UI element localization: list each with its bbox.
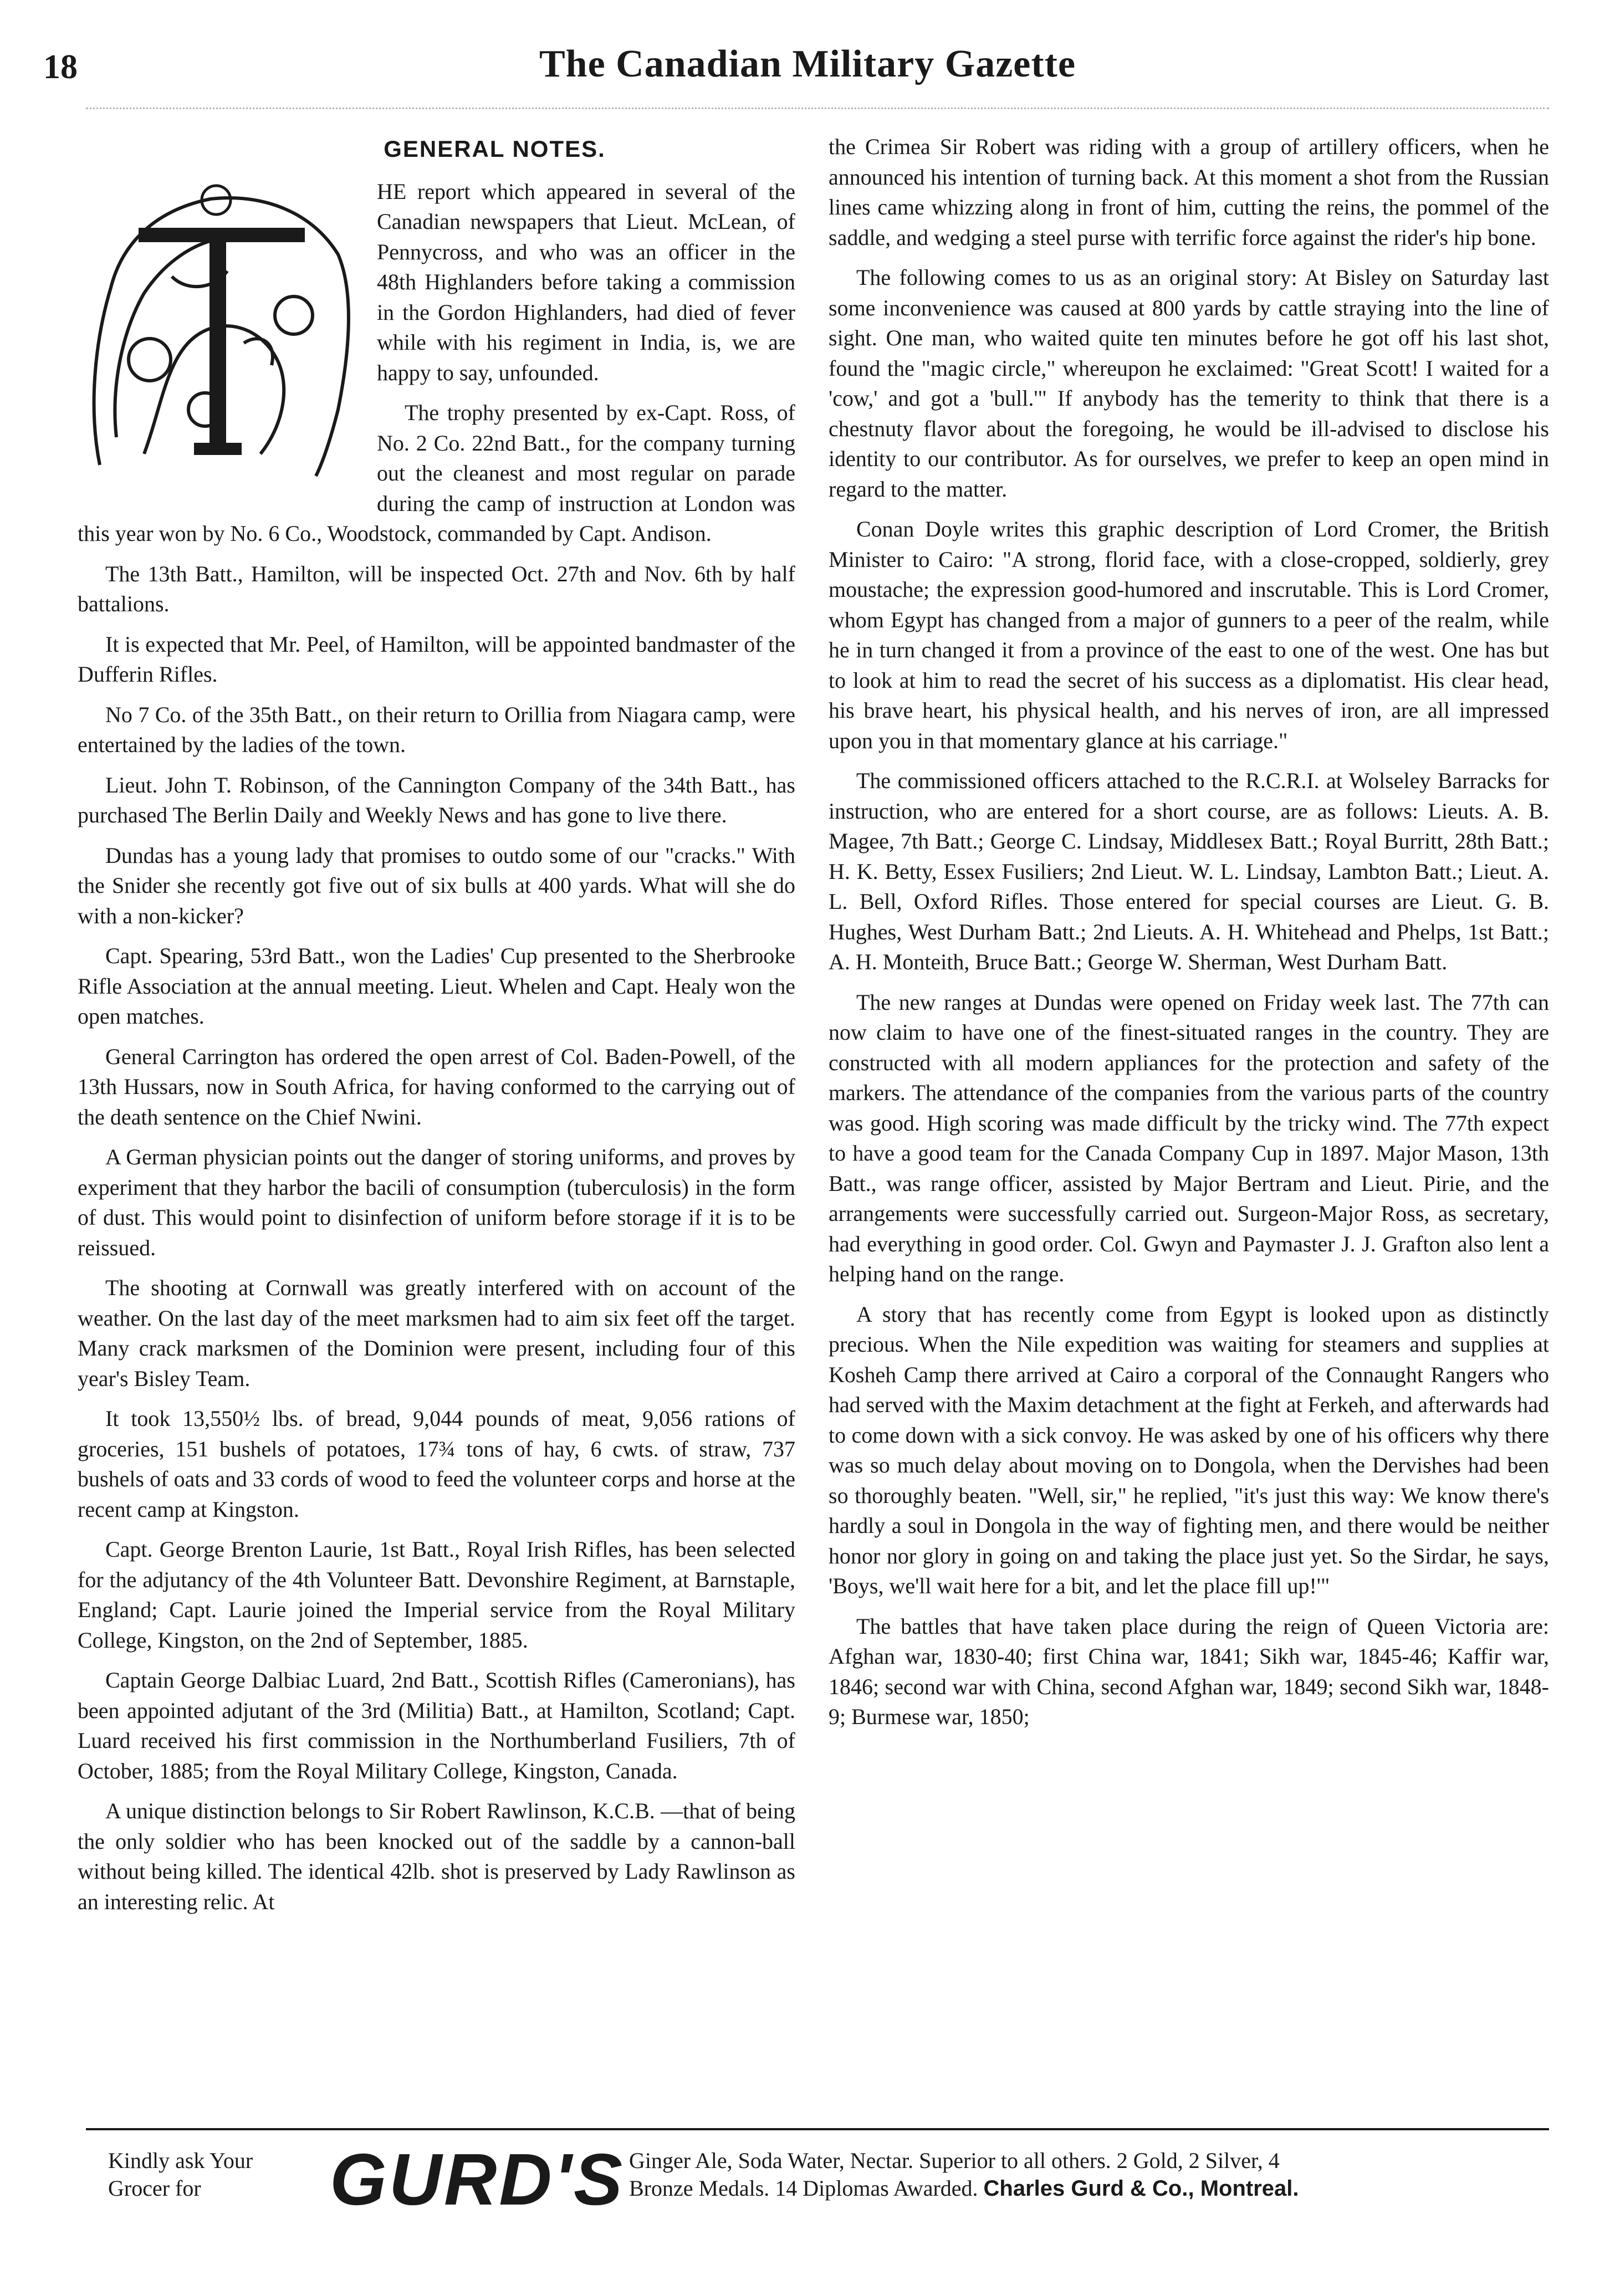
header-rule bbox=[86, 108, 1549, 109]
paragraph: Capt. George Brenton Laurie, 1st Batt., Royal Irish Rifles, has been selected for the adjutancy of the 4th Volunteer Batt. Devonshire Regiment, at Barnstaple, England; Capt. Laurie joined the Imperial service from the Royal Military College, Kingston, on the 2nd of September, 1885. bbox=[78, 1537, 795, 1653]
ornamental-initial-t-icon bbox=[78, 177, 366, 493]
right-column bbox=[829, 132, 1549, 1742]
advertisement-firm: Charles Gurd & Co., Montreal. bbox=[983, 2176, 1299, 2201]
paragraph: The shooting at Cornwall was greatly interfered with on account of the weather. On the last day of the meet marksmen had to aim six feet off the target. Many crack marksmen of the Dominion were present, including four of this year's Bisley Team. bbox=[78, 1275, 795, 1391]
advertisement-brand: GURD'S bbox=[330, 2139, 625, 2220]
paragraph: It took 13,550½ lbs. of bread, 9,044 pounds of meat, 9,056 rations of groceries, 151 bushels of potatoes, 17¾ tons of hay, 6 cwts. of straw, 737 bushels of oats and 33 cords of wood to feed the volunteer corps and horse at the recent camp at Kingston. bbox=[78, 1406, 795, 1522]
paragraph: A unique distinction belongs to Sir Robert Rawlinson, K.C.B. —that of being the only soldier who has been knocked out of the saddle by a cannon-ball without being killed. The identical 42lb. shot is preserved by Lady Rawlinson as an interesting relic. At bbox=[78, 1798, 795, 1914]
advertisement-lead bbox=[108, 2147, 253, 2202]
paragraph: The new ranges at Dundas were opened on Friday week last. The 77th can now claim to have one of the finest-situated ranges in the country. They are constructed with all modern appliances for the protection and safety of the markers. The attendance of the companies from the various parts of the country was good. High scoring was made difficult by the tricky wind. The 77th expect to have a good team for the Canada Company Cup in 1897. Major Mason, 13th Batt., was range officer, assisted by Major Bertram and Lieut. Pirie, and the arrangements were successfully carried out. Surgeon-Major Ross, as secretary, had everything in good order. Col. Gwyn and Paymaster J. J. Grafton also lent a helping hand on the range. bbox=[829, 989, 1549, 1286]
page-number: 18 bbox=[43, 48, 78, 86]
advertisement-rule bbox=[86, 2128, 1549, 2130]
paragraph: Captain George Dalbiac Luard, 2nd Batt., Scottish Rifles (Cameronians), has been appointed adjutant of the 3rd (Militia) Batt., at Hamilton, Scotland; Capt. Luard received his first commission in the Northumberland Fusiliers, 7th of October, 1885; from the Royal Military College, Kingston, Canada. bbox=[78, 1668, 795, 1783]
advertisement-details-line bbox=[629, 2175, 1549, 2202]
advertisement bbox=[86, 2138, 1549, 2221]
advertisement-lead-line: Kindly ask Your bbox=[108, 2148, 253, 2173]
paragraph: The 13th Batt., Hamilton, will be inspected Oct. 27th and Nov. 6th by half battalions. bbox=[78, 561, 795, 616]
masthead: The Canadian Military Gazette bbox=[539, 43, 1076, 85]
left-column bbox=[78, 132, 795, 1927]
advertisement-details-line: Ginger Ale, Soda Water, Nectar. Superior to all others. 2 Gold, 2 Silver, 4 bbox=[629, 2148, 1280, 2173]
paragraph: The commissioned officers attached to the R.C.R.I. at Wolseley Barracks for instruction, who are entered for a short course, are as follows: Lieuts. A. B. Magee, 7th Batt.; George C. Lindsay, Middlesex Batt.; Royal Burritt, 28th Batt.; H. K. Betty, Essex Fusiliers; 2nd Lieut. W. L. Lindsay, Lambton Batt.; Lieut. A. L. Bell, Oxford Rifles. Those entered for special courses are Lieut. G. B. Hughes, West Durham Batt.; 2nd Lieuts. A. H. Whitehead and Phelps, 1st Batt.; A. H. Monteith, Bruce Batt.; George W. Sherman, West Durham Batt. bbox=[829, 768, 1549, 974]
paragraph: General Carrington has ordered the open arrest of Col. Baden-Powell, of the 13th Hussars, now in South Africa, for having conformed to the carrying out of the death sentence on the Chief Nwini. bbox=[78, 1044, 795, 1129]
paragraph: Conan Doyle writes this graphic description of Lord Cromer, the British Minister to Cairo: "A strong, florid face, with a close-cropped, soldierly, grey moustache; the expression good-humored and inscrutable. This is Lord Cromer, whom Egypt has changed from a major of gunners to a peer of the realm, while he in turn changed it from a province of the east to one of the west. One has but to look at him to read the secret of his success as a diplomatist. His clear head, his brave heart, his physical health, and his nerves of iron, are all impressed upon you in that momentary glance at his carriage." bbox=[829, 517, 1549, 753]
advertisement-details bbox=[629, 2147, 1549, 2202]
paragraph: The trophy presented by ex-Capt. Ross, of No. 2 Co. 22nd Batt., for the company turning out the cleanest and most regular on parade during the camp of instruction at London was this year won by No. 6 Co., Woodstock, commanded by Capt. Andison. bbox=[78, 400, 795, 546]
paragraph: A German physician points out the danger of storing uniforms, and proves by experiment that they harbor the bacili of consumption (tuberculosis) in the form of dust. This would point to disinfection of uniform before storage if it is to be reissued. bbox=[78, 1144, 795, 1260]
advertisement-awards: Bronze Medals. 14 Diplomas Awarded. bbox=[629, 2176, 978, 2201]
paragraph: Dundas has a young lady that promises to outdo some of our "cracks." With the Snider she recently got five out of six bulls at 400 yards. What will she do with a non-kicker? bbox=[78, 842, 795, 928]
paragraph: Lieut. John T. Robinson, of the Cannington Company of the 34th Batt., has purchased The Berlin Daily and Weekly News and has gone to live there. bbox=[78, 772, 795, 827]
paragraph: It is expected that Mr. Peel, of Hamilton, will be appointed bandmaster of the Dufferin Rifles. bbox=[78, 631, 795, 687]
paragraph: The following comes to us as an original story: At Bisley on Saturday last some inconvenience was caused at 800 yards by cattle straying into the line of sight. One man, who waited quite ten minutes before he got off his last shot, found the "magic circle," whereupon he exclaimed: "Great Scott! I waited for a 'cow,' and got a 'bull.'" If anybody has the temerity to think that there is a chestnuty flavor about the foregoing, he would be ill-advised to disclose his identity to our contributor. As for ourselves, we prefer to keep an open mind in regard to the matter. bbox=[829, 265, 1549, 502]
paragraph: HE report which appeared in several of the Canadian newspapers that Lieut. McLean, of Pennycross, and who was an officer in the 48th Highlanders before taking a commission in the Gordon Highlanders, had died of fever while with his regiment in India, is, we are happy to say, unfounded. bbox=[377, 178, 795, 385]
advertisement-lead-line: Grocer for bbox=[108, 2176, 201, 2201]
section-title: GENERAL NOTES. bbox=[384, 136, 606, 162]
paragraph: The battles that have taken place during the reign of Queen Victoria are: Afghan war, 1830-40; first China war, 1841; Sikh war, 1845-46; Kaffir war, 1846; second war with China, second Afghan war, 1849; second Sikh war, 1848-9; Burmese war, 1850; bbox=[829, 1613, 1549, 1729]
paragraph: No 7 Co. of the 35th Batt., on their return to Orillia from Niagara camp, were entertained by the ladies of the town. bbox=[78, 702, 795, 757]
paragraph: A story that has recently come from Egypt is looked upon as distinctly precious. When the Nile expedition was waiting for steamers and supplies at Kosheh Camp there arrived at Cairo a corporal of the Connaught Rangers who had served with the Maxim detachment at the fight at Ferkeh, and afterwards had to come down with a sick convoy. He was asked by one of his officers why there was so much delay about moving on to Dongola, when the Dervishes had been so thoroughly beaten. "Well, sir," he replied, "it's just this way: We know there's hardly a soul in Dongola in the way of fighting men, and there would be neither honor nor glory in going on and taking the place just yet. So the Sirdar, he says, 'Boys, we'll wait here for a bit, and let the place fill up!'" bbox=[829, 1301, 1549, 1598]
paragraph: the Crimea Sir Robert was riding with a group of artillery officers, when he announced his intention of turning back. At this moment a shot from the Russian lines came whizzing along in front of him, cutting the reins, the pommel of the saddle, and wedging a steel purse with terrific force against the rider's hip bone. bbox=[829, 134, 1549, 250]
paragraph: Capt. Spearing, 53rd Batt., won the Ladies' Cup presented to the Sherbrooke Rifle Association at the annual meeting. Lieut. Whelen and Capt. Healy won the open matches. bbox=[78, 943, 795, 1029]
